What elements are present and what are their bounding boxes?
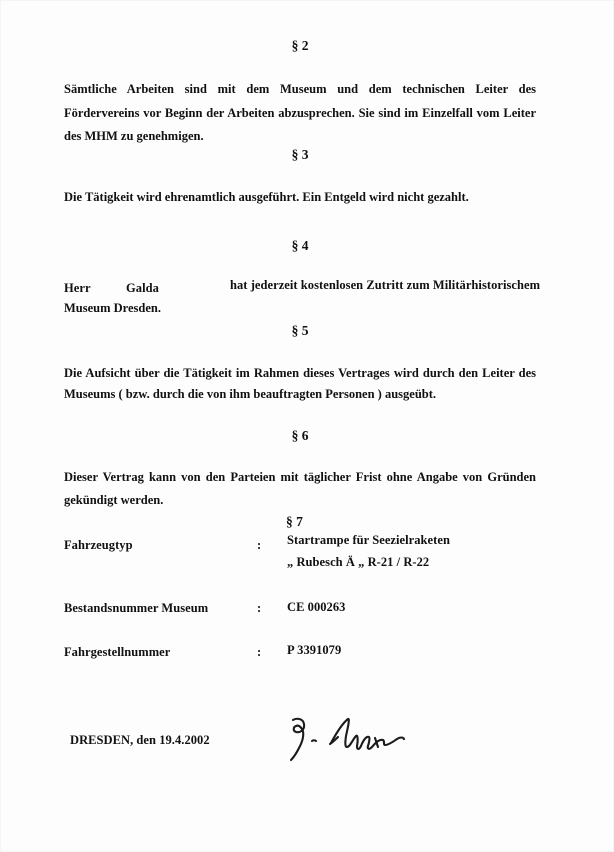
section-6-heading: § 6 xyxy=(291,428,309,443)
section-5-line-2: Museums ( bzw. durch die von ihm beauftragten Personen ) ausgeübt. xyxy=(64,387,437,401)
section-4-herr: Herr xyxy=(64,281,91,295)
fahrgestellnummer-label: Fahrgestellnummer xyxy=(64,645,171,659)
fahrzeugtyp-value: Startrampe für Seezielraketen xyxy=(287,533,450,547)
section-2-line-3: des MHM zu genehmigen. xyxy=(64,129,204,143)
section-4-name: Galda xyxy=(126,281,159,295)
section-2-line-2: Fördervereins vor Beginn der Arbeiten abzusprechen. Sie sind im Einzelfall vom Leiter xyxy=(64,106,536,120)
section-3-heading: § 3 xyxy=(291,147,309,162)
section-4-line-1-rest: hat jederzeit kostenlosen Zutritt zum Militärhistorischem xyxy=(230,278,541,292)
section-4-heading: § 4 xyxy=(291,238,309,253)
section-5-heading: § 5 xyxy=(291,323,309,338)
bestandsnummer-value: CE 000263 xyxy=(287,600,346,614)
section-4-line-2: Museum Dresden. xyxy=(64,301,161,315)
section-7-heading: § 7 xyxy=(286,514,303,529)
section-6-line-1: Dieser Vertrag kann von den Parteien mit täglicher Frist ohne Angabe von Gründen xyxy=(64,470,536,484)
bestandsnummer-label: Bestandsnummer Museum xyxy=(64,601,209,615)
place-date: DRESDEN, den 19.4.2002 xyxy=(70,733,210,747)
fahrgestellnummer-separator: : xyxy=(257,645,262,659)
fahrzeugtyp-value-2: „ Rubesch Ä „ R-21 / R-22 xyxy=(287,555,430,569)
section-2-line-1: Sämtliche Arbeiten sind mit dem Museum und dem technischen Leiter des xyxy=(64,82,536,96)
signature-image xyxy=(286,708,410,766)
fahrzeugtyp-separator: : xyxy=(257,538,262,552)
fahrzeugtyp-label: Fahrzeugtyp xyxy=(64,538,133,552)
section-6-line-2: gekündigt werden. xyxy=(64,493,164,507)
fahrgestellnummer-value: P 3391079 xyxy=(287,643,342,657)
section-3-line-1: Die Tätigkeit wird ehrenamtlich ausgeführt. Ein Entgeld wird nicht gezahlt. xyxy=(64,190,469,204)
section-5-line-1: Die Aufsicht über die Tätigkeit im Rahmen dieses Vertrages wird durch den Leiter des xyxy=(64,366,536,380)
bestandsnummer-separator: : xyxy=(257,601,262,615)
section-2-heading: § 2 xyxy=(291,38,309,53)
